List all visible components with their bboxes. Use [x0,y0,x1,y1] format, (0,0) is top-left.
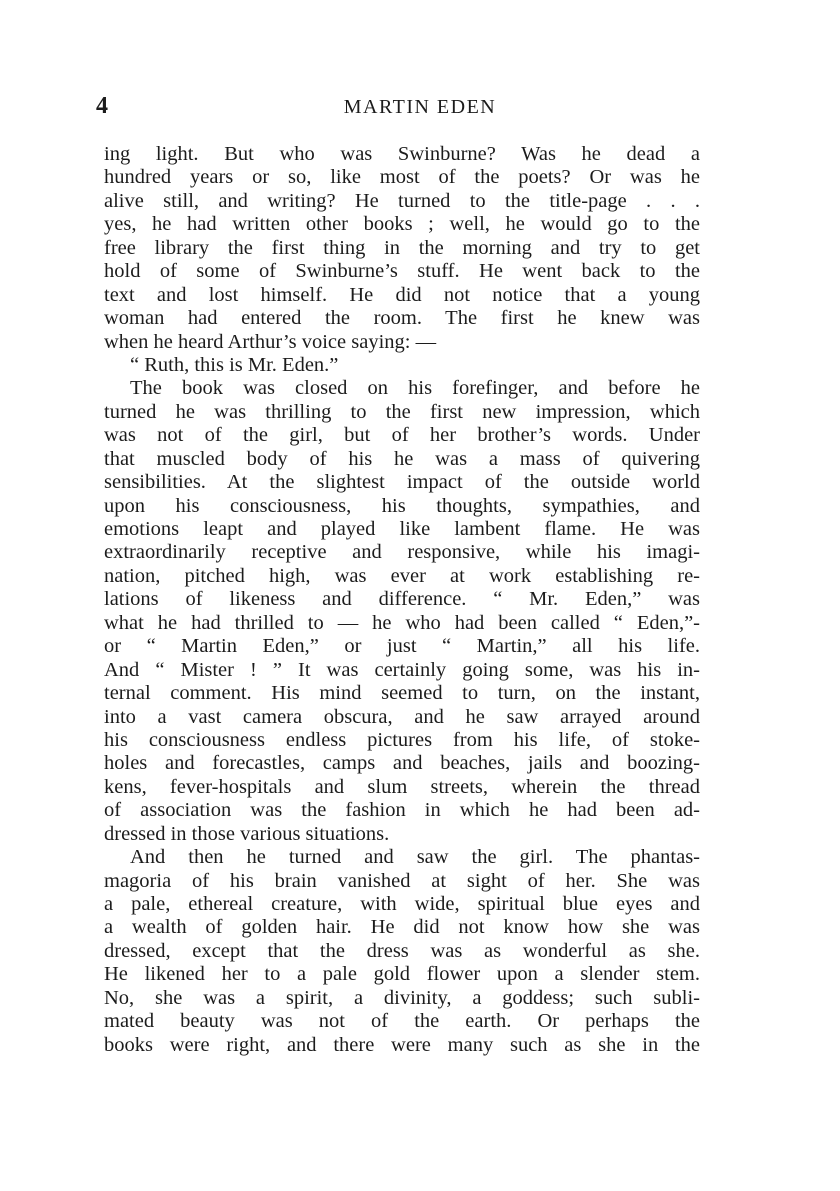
text-line: No, she was a spirit, a divinity, a goddess; such subli- [104,986,700,1009]
text-line: alive still, and writing? He turned to the title-page . . . [104,189,700,212]
text-line: text and lost himself. He did not notice that a young [104,283,700,306]
text-line: The book was closed on his forefinger, and before he [130,377,700,400]
text-line: yes, he had written other books ; well, he would go to the [104,213,700,236]
text-line: kens, fever-hospitals and slum streets, wherein the thread [104,775,700,798]
text-line: holes and forecastles, camps and beaches, jails and boozing- [104,752,700,775]
text-line: books were right, and there were many such as she in the [104,1033,700,1056]
text-line: or “ Martin Eden,” or just “ Martin,” all his life. [104,635,700,658]
text-line: a wealth of golden hair. He did not know how she was [104,916,700,939]
text-line: He likened her to a pale gold flower upon a slender stem. [104,963,700,986]
text-line: what he had thrilled to — he who had been called “ Eden,”- [104,611,700,634]
text-line: dressed in those various situations. [104,822,390,845]
text-line: magoria of his brain vanished at sight of her. She was [104,869,700,892]
text-line: nation, pitched high, was ever at work establishing re- [104,564,700,587]
text-line: when he heard Arthur’s voice saying: — [104,330,437,353]
text-line: dressed, except that the dress was as wonderful as she. [104,939,700,962]
text-line: And “ Mister ! ” It was certainly going some, was his in- [104,658,700,681]
text-line: ternal comment. His mind seemed to turn, on the instant, [104,682,700,705]
text-line: turned he was thrilling to the first new impression, which [104,400,700,423]
text-line: extraordinarily receptive and responsive, while his imagi- [104,541,700,564]
text-line: a pale, ethereal creature, with wide, spiritual blue eyes and [104,893,700,915]
text-line: free library the first thing in the morning and try to get [104,236,700,259]
body-text [104,143,700,1057]
text-line: was not of the girl, but of her brother’s words. Under [104,424,700,447]
text-line: his consciousness endless pictures from his life, of stoke- [104,728,700,751]
page-number: 4 [96,93,108,119]
text-line: woman had entered the room. The first he knew was [104,307,700,330]
text-line: ing light. But who was Swinburne? Was he dead a [104,143,700,165]
running-title: MARTIN EDEN [343,96,497,118]
text-line: upon his consciousness, his thoughts, sympathies, and [104,494,700,517]
text-line: And then he turned and saw the girl. The phantas- [130,846,700,869]
text-line: emotions leapt and played like lambent flame. He was [104,518,700,540]
text-line: sensibilities. At the slightest impact of the outside world [104,471,700,494]
text-line: hundred years or so, like most of the poets? Or was he [104,166,700,189]
text-line: lations of likeness and difference. “ Mr. Eden,” was [104,588,700,611]
text-line: that muscled body of his he was a mass of quivering [104,447,700,470]
text-line: of association was the fashion in which he had been ad- [104,799,700,822]
text-line: “ Ruth, this is Mr. Eden.” [130,353,339,376]
text-line: mated beauty was not of the earth. Or perhaps the [104,1010,700,1033]
text-line: hold of some of Swinburne’s stuff. He went back to the [104,260,700,283]
text-line: into a vast camera obscura, and he saw arrayed around [104,705,700,728]
